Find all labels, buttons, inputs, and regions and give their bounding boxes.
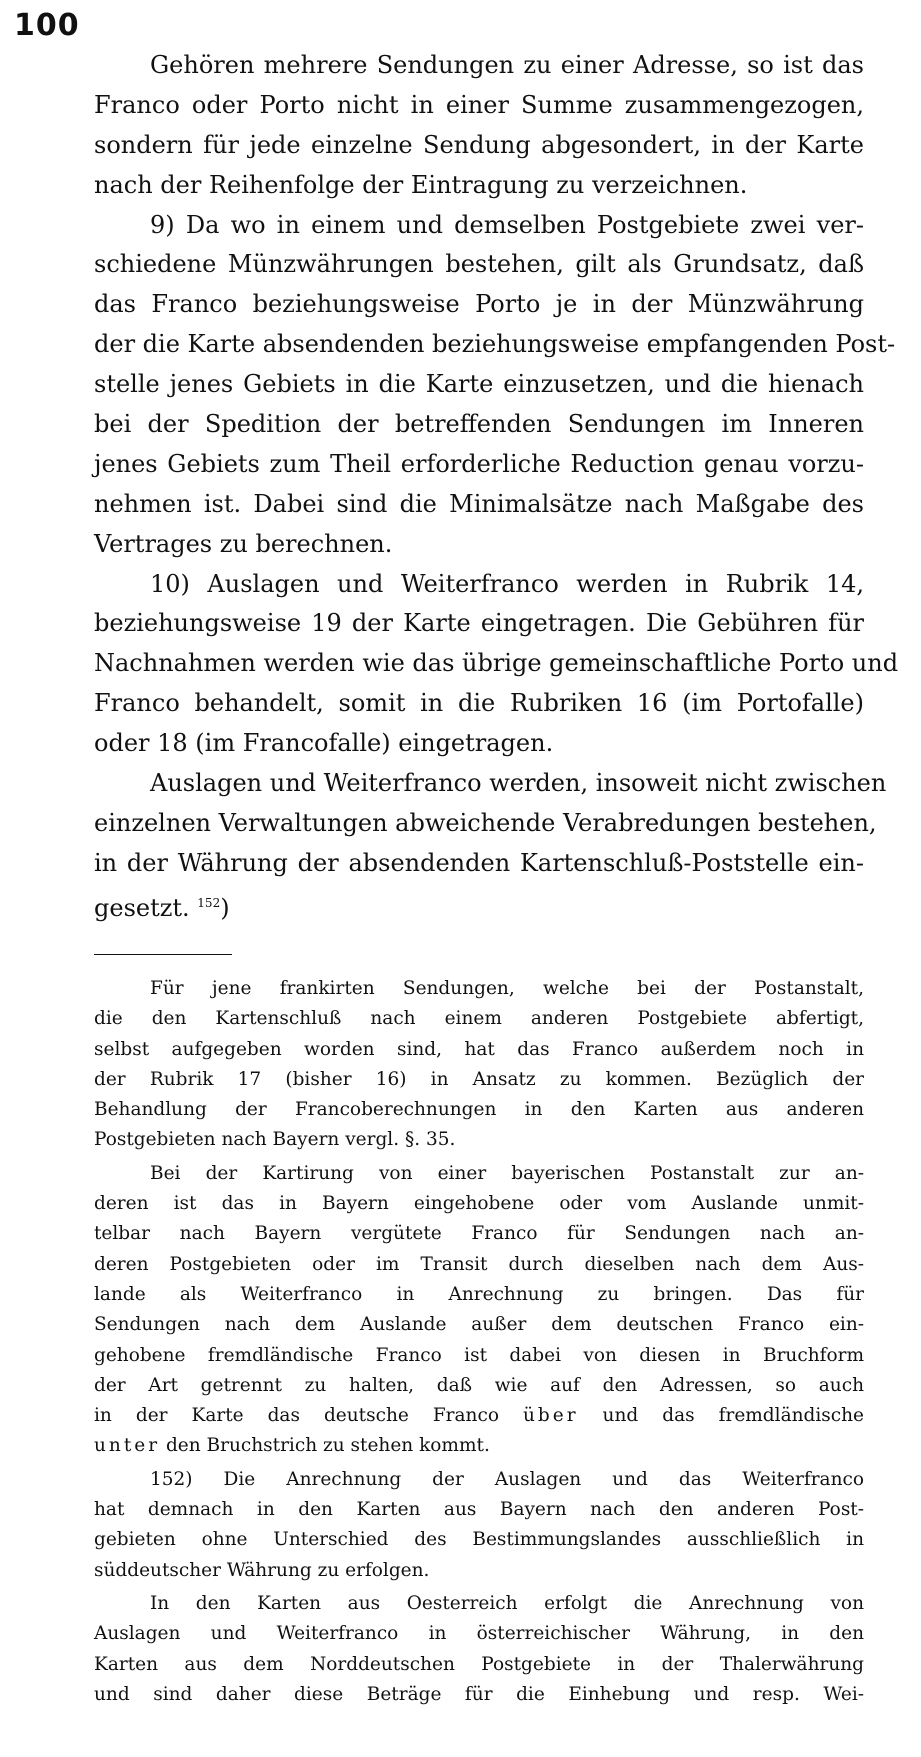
text-line: 9) Da wo in einem und demselben Postgebiete zwei ver- [150,210,864,239]
text-line: Franco behandelt, somit in die Rubriken 16 (im Portofalle) [94,689,864,718]
footnote-line: süddeutscher Währung zu erfolgen. [94,1559,430,1581]
footnote-line: hat demnach in den Karten aus Bayern nach den anderen Post- [94,1499,864,1521]
footnote-line: selbst aufgegeben worden sind, hat das Franco außerdem noch in [94,1038,864,1060]
footnote-line: Sendungen nach dem Auslande außer dem deutschen Franco ein- [94,1314,864,1336]
text-fragment: in der Karte das deutsche Franco [94,1405,523,1427]
paragraph-10 [94,565,899,764]
text-line: sondern für jede einzelne Sendung abgesondert, in der Karte [94,130,864,159]
text-fragment: und das fremdländische [578,1405,864,1427]
text-fragment: den Bruchstrich zu stehen kommt. [160,1435,490,1457]
footnote-line: Postgebieten nach Bayern vergl. §. 35. [94,1129,456,1151]
text-line: oder 18 (im Francofalle) eingetragen. [94,729,554,758]
footnote-line: die den Kartenschluß nach einem anderen Postgebiete abfertigt, [94,1008,864,1030]
text-line: Vertrages zu berechnen. [94,529,393,558]
footnote-line: der Art getrennt zu halten, daß wie auf den Adressen, so auch [94,1374,864,1396]
text-line: Gehören mehrere Sendungen zu einer Adresse, so ist das [150,51,864,79]
text-line: schiedene Münzwährungen bestehen, gilt als Grundsatz, daß [94,250,864,279]
footnote-ref[interactable]: 152 [197,895,221,910]
footnote-line: der Rubrik 17 (bisher 16) in Ansatz zu kommen. Bezüglich der [94,1068,864,1090]
footnote-line: 152) Die Anrechnung der Auslagen und das Weiterfranco [150,1468,864,1490]
footnote-line: telbar nach Bayern vergütete Franco für Sendungen nach an- [94,1223,864,1245]
footnote-line: Auslagen und Weiterfranco in österreichischer Währung, in den [94,1623,864,1645]
text-line: 10) Auslagen und Weiterfranco werden in Rubrik 14, [150,569,864,598]
footnotes [94,974,864,1710]
footnote-line: Behandlung der Francoberechnungen in den Karten aus anderen [94,1099,864,1121]
text-line: stelle jenes Gebiets in die Karte einzusetzen, und die hienach [94,370,864,399]
footnote-line: lande als Weiterfranco in Anrechnung zu bringen. Das für [94,1283,864,1305]
paragraph-1 [94,46,864,206]
footnote-line: und sind daher diese Beträge für die Einhebung und resp. Wei- [94,1683,864,1705]
footnote-divider [94,954,232,955]
footnote-1 [94,974,864,1156]
text-line: Auslagen und Weiterfranco werden, insoweit nicht zwischen [150,769,887,798]
footnote-152 [94,1465,864,1586]
text-line: nach der Reihenfolge der Eintragung zu verzeichnen. [94,170,748,199]
footnote-line: gebieten ohne Unterschied des Bestimmungslandes ausschließlich in [94,1529,864,1551]
text-line: Nachnahmen werden wie das übrige gemeinschaftliche Porto und [94,649,899,678]
footnote-line: In den Karten aus Oesterreich erfolgt die Anrechnung von [150,1592,864,1614]
text-fragment: ) [220,893,230,922]
footnote-line: gehobene fremdländische Franco ist dabei von diesen in Bruchform [94,1344,864,1366]
footnote-line [94,1401,864,1431]
text-line: nehmen ist. Dabei sind die Minimalsätze nach Maßgabe des [94,489,864,518]
main-text [94,46,899,924]
text-line: jenes Gebiets zum Theil erforderliche Reduction genau vorzu- [94,449,864,478]
footnote-4 [94,1589,864,1710]
text-line: das Franco beziehungsweise Porto je in der Münzwährung [94,290,864,319]
footnote-line: Karten aus dem Norddeutschen Postgebiete in der Thalerwährung [94,1653,864,1675]
footnote-line: deren Postgebieten oder im Transit durch dieselben nach dem Aus- [94,1253,864,1275]
emphasis-text: über [522,1405,579,1427]
page-number: 100 [14,8,80,43]
text-line [94,884,864,924]
text-fragment: gesetzt. [94,893,190,922]
text-line: Franco oder Porto nicht in einer Summe zusammengezogen, [94,90,864,119]
text-line: einzelnen Verwaltungen abweichende Verabredungen bestehen, [94,808,877,837]
footnote-2 [94,1159,864,1462]
paragraph-9 [94,206,896,565]
footnote-line [94,1431,864,1461]
text-line: der die Karte absendenden beziehungsweise empfangenden Post- [94,330,896,359]
footnote-line: deren ist das in Bayern eingehobene oder vom Auslande unmit- [94,1193,864,1215]
emphasis-text: unter [94,1435,161,1457]
text-line: bei der Spedition der betreffenden Sendungen im Inneren [94,410,864,439]
text-line: in der Währung der absendenden Kartenschluß-Poststelle ein- [94,848,864,877]
footnote-line: Für jene frankirten Sendungen, welche bei der Postanstalt, [150,978,864,999]
paragraph-auslagen [94,764,887,924]
text-line: beziehungsweise 19 der Karte eingetragen. Die Gebühren für [94,609,864,638]
footnote-line: Bei der Kartirung von einer bayerischen Postanstalt zur an- [150,1162,864,1184]
